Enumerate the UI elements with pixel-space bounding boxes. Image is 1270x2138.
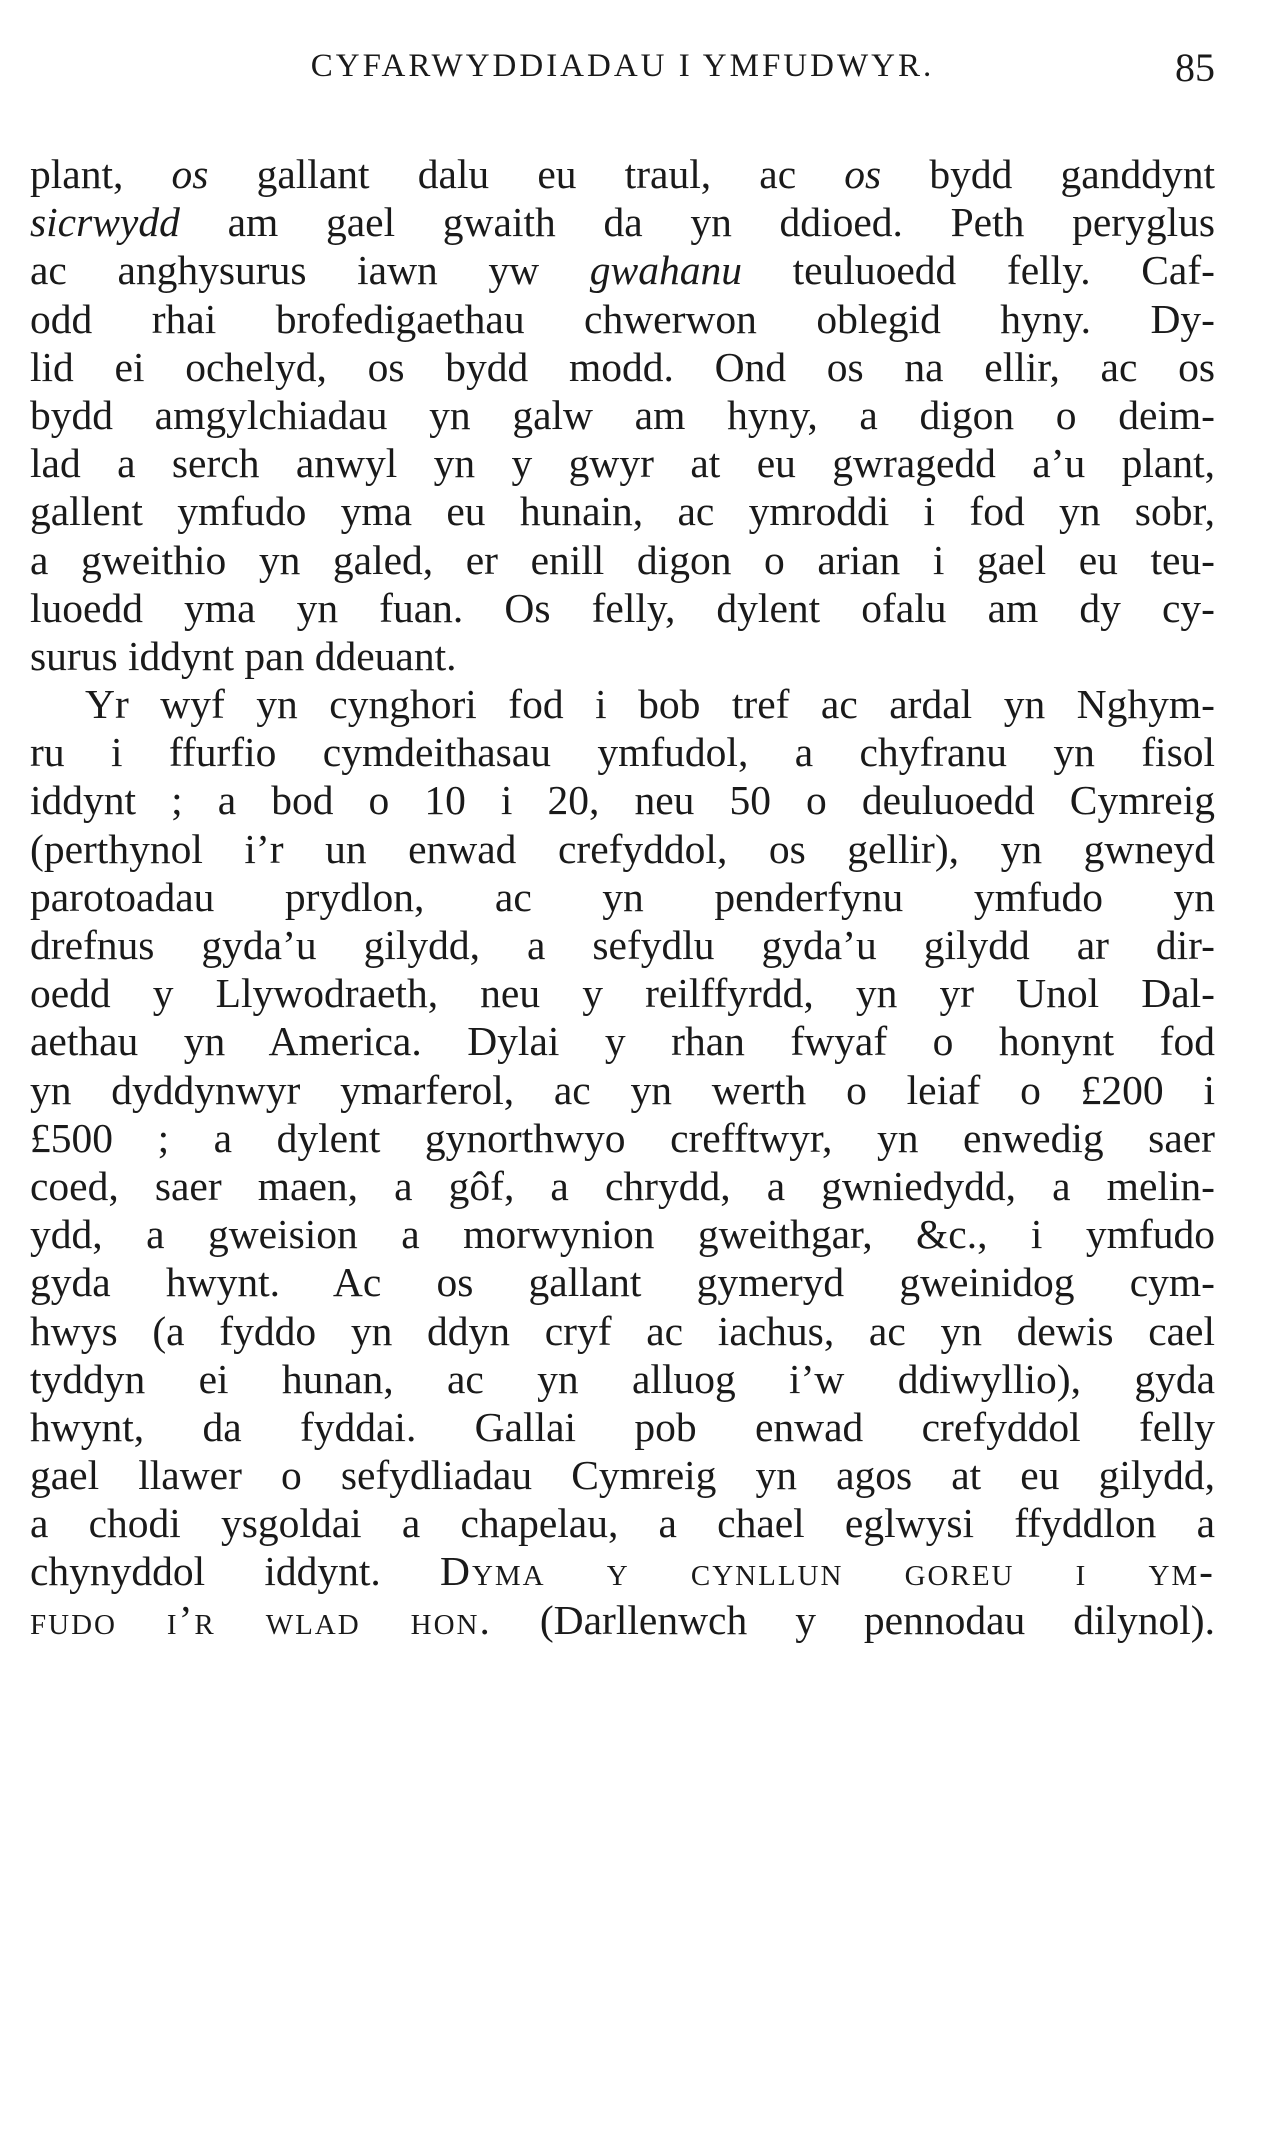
- page-header: [30, 45, 1215, 98]
- small-caps-run: fudo i’r wlad hon.: [30, 1596, 492, 1643]
- italic-run: os: [844, 151, 882, 197]
- text-run: (Darllenwch y pennodau dilynol).: [491, 1596, 1215, 1643]
- text-line: (perthynol i’r un enwad crefyddol, os gellir), yn gwneyd: [30, 825, 1215, 872]
- text-line: lad a serch anwyl yn y gwyr at eu gwragedd a’u plant,: [30, 440, 1215, 487]
- text-line: gallent ymfudo yma eu hunain, ac ymroddi i fod yn sobr,: [30, 488, 1215, 535]
- text-line: lid ei ochelyd, os bydd modd. Ond os na ellir, ac os: [30, 343, 1215, 390]
- text-run: bydd ganddynt: [881, 151, 1215, 197]
- text-line: odd rhai brofedigaethau chwerwon oblegid hyny. Dy-: [30, 295, 1215, 342]
- text-line: [30, 246, 1215, 294]
- text-line: [30, 1596, 1215, 1644]
- text-run: teuluoedd felly. Caf-: [741, 247, 1215, 294]
- text-line: a gweithio yn galed, er enill digon o arian i gael eu teu-: [30, 536, 1215, 583]
- text-line: bydd amgylchiadau yn galw am hyny, a digon o deim-: [30, 391, 1215, 438]
- text-line: coed, saer maen, a gôf, a chrydd, a gwniedydd, a melin-: [30, 1162, 1215, 1209]
- text-line: [30, 1547, 1215, 1595]
- text-line: Yr wyf yn cynghori fod i bob tref ac ardal yn Nghym-: [85, 681, 1215, 728]
- text-line: hwys (a fyddo yn ddyn cryf ac iachus, ac yn dewis cael: [30, 1307, 1215, 1354]
- text-line: luoedd yma yn fuan. Os felly, dylent ofalu am dy cy-: [30, 584, 1215, 631]
- text-line: parotoadau prydlon, ac yn penderfynu ymfudo yn: [30, 873, 1215, 920]
- paragraph-1: [30, 150, 1215, 680]
- text-line: ru i ffurfio cymdeithasau ymfudol, a chyfranu yn fisol: [30, 729, 1215, 776]
- text-line: oedd y Llywodraeth, neu y reilffyrdd, yn yr Unol Dal-: [30, 970, 1215, 1017]
- text-run: ac anghysurus iawn yw: [30, 247, 590, 294]
- text-line: £500 ; a dylent gynorthwyo crefftwyr, yn enwedig saer: [30, 1114, 1215, 1161]
- text-run: plant,: [30, 151, 172, 197]
- running-head: CYFARWYDDIADAU I YMFUDWYR.: [310, 48, 935, 84]
- text-line: [30, 150, 1215, 198]
- text-line: gyda hwynt. Ac os gallant gymeryd gweinidog cym-: [30, 1259, 1215, 1306]
- text-line: drefnus gyda’u gilydd, a sefydlu gyda’u gilydd ar dir-: [30, 922, 1215, 968]
- page-number: 85: [1175, 45, 1215, 90]
- text-line: ydd, a gweision a morwynion gweithgar, &c., i ymfudo: [30, 1211, 1215, 1258]
- text-run: chynyddol iddynt.: [30, 1548, 440, 1595]
- text-line: aethau yn America. Dylai y rhan fwyaf o honynt fod: [30, 1018, 1215, 1065]
- text-line: surus iddynt pan ddeuant.: [30, 632, 457, 679]
- paragraph-2: [30, 680, 1215, 1644]
- italic-run: gwahanu: [589, 247, 742, 294]
- text-line: gael llawer o sefydliadau Cymreig yn agos at eu gilydd,: [30, 1452, 1215, 1499]
- text-line: a chodi ysgoldai a chapelau, a chael eglwysi ffyddlon a: [30, 1500, 1215, 1547]
- text-line: [30, 198, 1215, 246]
- body-text: [30, 150, 1215, 1644]
- text-line: yn dyddynwyr ymarferol, ac yn werth o leiaf o £200 i: [30, 1066, 1215, 1113]
- text-line: tyddyn ei hunan, ac yn alluog i’w ddiwyllio), gyda: [30, 1355, 1215, 1402]
- small-caps-run: Dyma y cynllun goreu i ym-: [439, 1548, 1216, 1595]
- text-line: hwynt, da fyddai. Gallai pob enwad crefyddol felly: [30, 1403, 1215, 1450]
- text-line: iddynt ; a bod o 10 i 20, neu 50 o deuluoedd Cymreig: [30, 777, 1215, 824]
- italic-run: os: [171, 151, 209, 197]
- italic-run: sicrwydd: [30, 199, 180, 246]
- text-run: gallant dalu eu traul, ac: [208, 151, 845, 197]
- text-run: am gael gwaith da yn ddioed. Peth peryglus: [179, 199, 1215, 246]
